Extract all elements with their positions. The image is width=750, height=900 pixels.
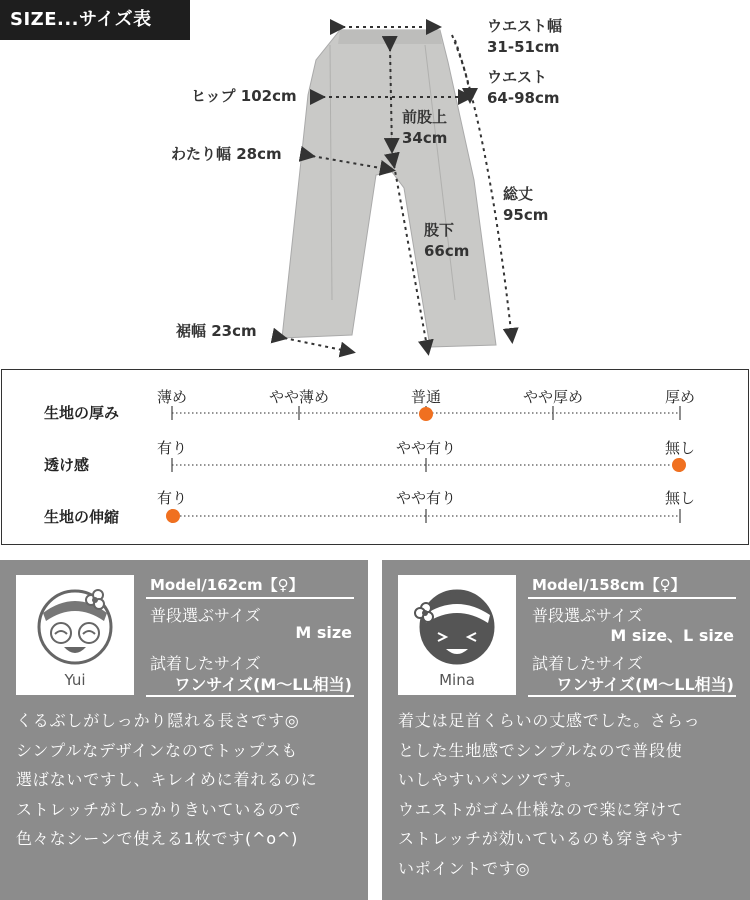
thickness-option: 薄め	[156, 388, 188, 406]
stretch-option: 無し	[664, 489, 696, 507]
thickness-option: やや厚め	[522, 388, 584, 406]
model-comment: 着丈は足首くらいの丈感でした。さらっ とした生地感でシンプルなので普段使 いしやすいパンツです。 ウエストがゴム仕様なので楽に穿けて ストレッチが効いているのも穿きやす いポイントです◎	[398, 711, 701, 878]
sheerness-option: 有り	[156, 439, 188, 457]
model-panel-yui	[0, 560, 368, 900]
thickness-option: 厚め	[664, 388, 696, 406]
rise-value: 34cm	[402, 129, 448, 147]
sheerness-label: 透け感	[44, 456, 90, 474]
waist-width-label: ウエスト幅	[487, 17, 563, 35]
sheerness-selected-dot	[672, 458, 686, 472]
model-comment: くるぶしがしっかり隠れる長さです◎ シンプルなデザインなのでトップスも 選ばないですし、キレイめに着れるのに ストレッチがしっかりきいているので 色々なシーンで使える1枚です(^o^)	[16, 711, 318, 848]
size-chart-title: SIZE...サイズ表	[0, 0, 190, 40]
tried-size-value: ワンサイズ(M〜LL相当)	[556, 675, 734, 694]
stretch-selected-dot	[166, 509, 180, 523]
sheerness-option: 無し	[664, 439, 696, 457]
waist-label: ウエスト	[487, 68, 548, 86]
hip-label: ヒップ 102cm	[191, 87, 297, 105]
length-value: 95cm	[503, 206, 549, 224]
thickness-option: 普通	[410, 388, 442, 406]
waist-width-value: 31-51cm	[487, 38, 560, 56]
usual-size-value: M size、L size	[610, 626, 734, 645]
hem-label: 裾幅 23cm	[176, 322, 257, 340]
length-label: 総丈	[503, 185, 534, 203]
usual-size-label: 普段選ぶサイズ	[150, 606, 261, 625]
stretch-label: 生地の伸縮	[44, 508, 120, 526]
divider	[146, 597, 354, 599]
stretch-option: 有り	[156, 489, 188, 507]
thickness-selected-dot	[419, 407, 433, 421]
model-height: Model/158cm【♀】	[532, 576, 686, 594]
waist-value: 64-98cm	[487, 89, 560, 107]
tried-size-label: 試着したサイズ	[150, 654, 261, 673]
inseam-value: 66cm	[424, 242, 470, 260]
divider	[528, 695, 736, 697]
model-height: Model/162cm【♀】	[150, 576, 304, 594]
smiling-face-icon	[16, 575, 134, 671]
winking-face-icon	[398, 575, 516, 671]
model-name: Yui	[64, 671, 86, 689]
rise-label: 前股上	[402, 108, 448, 126]
thickness-option: やや薄め	[268, 388, 330, 406]
tried-size-label: 試着したサイズ	[532, 654, 643, 673]
thigh-label: わたり幅 28cm	[171, 145, 282, 163]
model-panel-mina	[382, 560, 750, 900]
sheerness-option: やや有り	[395, 439, 457, 457]
thickness-label: 生地の厚み	[44, 404, 120, 422]
divider	[146, 695, 354, 697]
avatar	[398, 575, 516, 695]
stretch-option: やや有り	[395, 489, 457, 507]
usual-size-value: M size	[295, 623, 352, 642]
divider	[528, 597, 736, 599]
usual-size-label: 普段選ぶサイズ	[532, 606, 643, 625]
tried-size-value: ワンサイズ(M〜LL相当)	[174, 675, 352, 694]
avatar	[16, 575, 134, 695]
inseam-label: 股下	[424, 221, 455, 239]
model-name: Mina	[439, 671, 475, 689]
